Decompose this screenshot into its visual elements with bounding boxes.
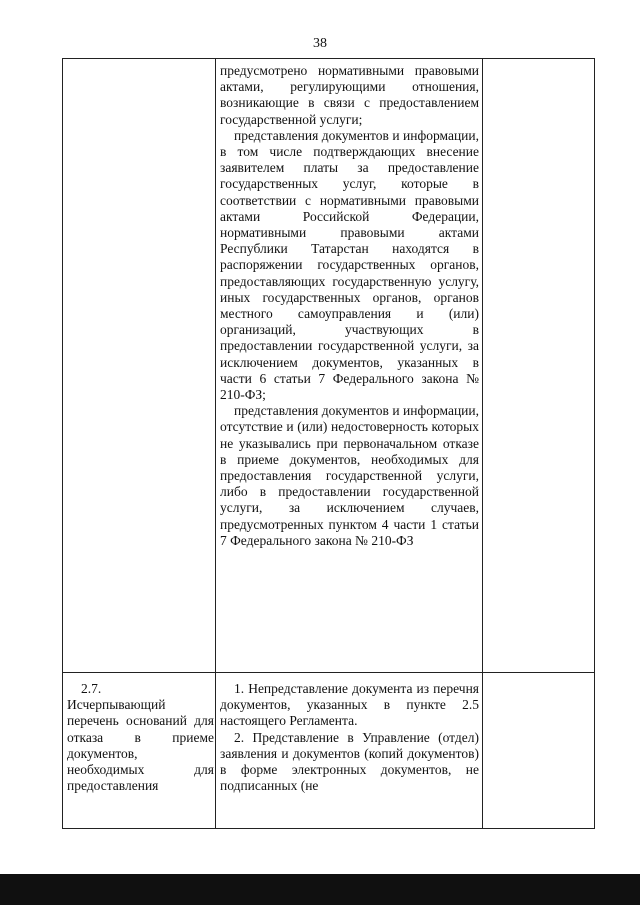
page-number: 38 <box>313 36 327 51</box>
row1-middle-cell <box>220 63 479 549</box>
row2-left-cell <box>67 681 214 794</box>
row1-paragraph-1: предусмотрено нормативными правовыми актами, регулирующими отношения, возникающие в связи с предоставлением государственной услуги; <box>220 63 479 127</box>
row1-paragraph-2: представления документов и информации, в том числе подтверждающих внесение заявителем платы за предоставление государственных услуг, которые в соответствии с нормативными правовыми актами Российской Федерации, нормативными правовыми актами Республики Татарстан находятся в распоряжении государственных органов, предоставляющих государственную услугу, иных государственных органов, органов местного самоуправления и (или) организаций, участвующих в предоставлении государственной услуги, за исключением документов, указанных в части 6 статьи 7 Федерального закона № 210-ФЗ; <box>220 127 479 403</box>
scan-bottom-edge <box>0 874 640 905</box>
row2-paragraph-1: 1. Непредставление документа из перечня документов, указанных в пункте 2.5 настоящего Регламента. <box>220 681 479 729</box>
row2-paragraph-2: 2. Представление в Управление (отдел) заявления и документов (копий документов) в форме электронных документов, не подписанных (не <box>220 729 479 794</box>
section-number: 2.7. <box>81 681 102 696</box>
column-divider-right <box>482 59 483 828</box>
row1-paragraph-3: представления документов и информации, отсутствие и (или) недостоверность которых не указывались при первоначальном отказе в приеме документов, необходимых для предоставления государственной услуги, либо в предоставлении государственной услуги, за исключением случаев, предусмотренных пунктом 4 части 1 статьи 7 Федерального закона № 210-ФЗ <box>220 403 479 548</box>
row2-middle-cell <box>220 681 479 794</box>
column-divider-left <box>215 59 216 828</box>
row-divider <box>63 672 594 673</box>
regulation-table <box>62 58 595 829</box>
section-title: Исчерпывающий перечень оснований для отказа в приеме документов, необходимых для предоставления <box>67 697 214 794</box>
